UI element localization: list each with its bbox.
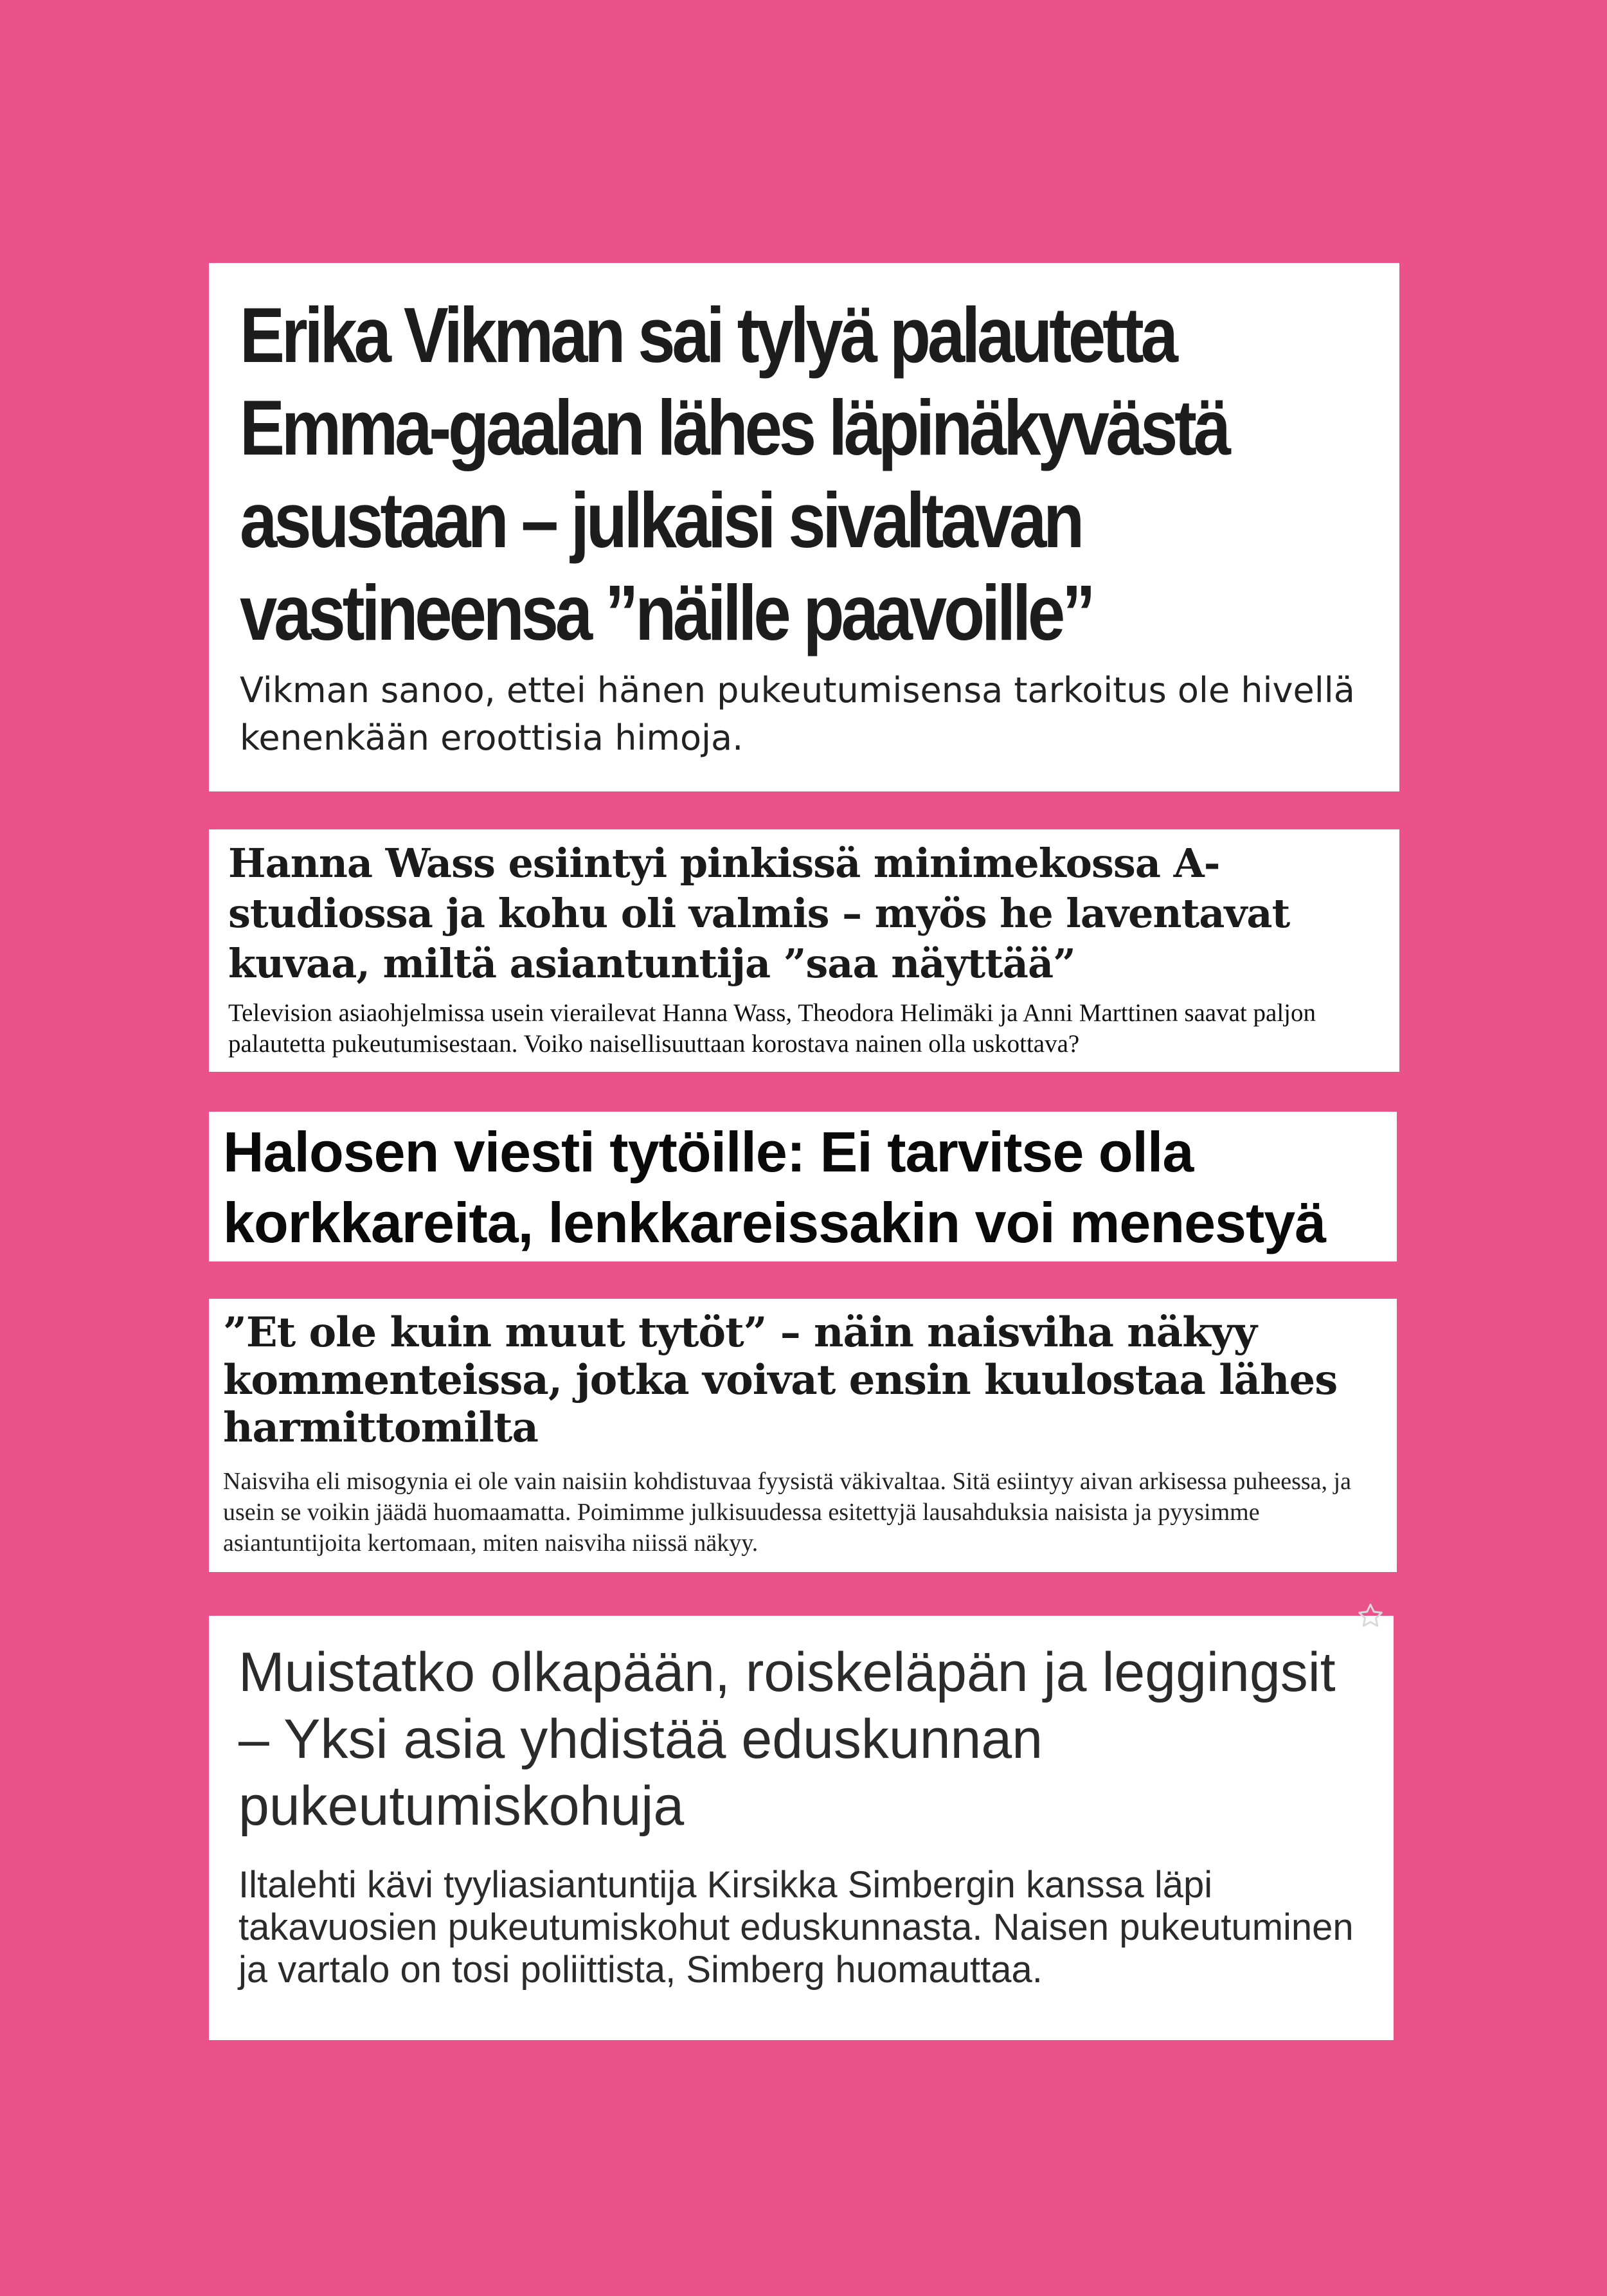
article-dek: Vikman sanoo, ettei hänen pukeutumisensa tarkoitus ole hivellä kenenkään eroottisia himoja. [240,670,1355,758]
article-card-hanna-wass[interactable] [209,829,1399,1072]
article-headline[interactable]: Erika Vikman sai tylyä palautetta Emma-gaalan lähes läpinäkyvästä asustaan – julkaisi sivaltavan vastineensa ”näille paavoille” [240,291,1228,656]
article-headline[interactable]: Muistatko olkapään, roiskeläpän ja leggingsit – Yksi asia yhdistää eduskunnan pukeutumiskohuja [238,1641,1336,1837]
article-headline[interactable]: ”Et ole kuin muut tytöt” – näin naisviha näkyy kommenteissa, jotka voivat ensin kuulostaa lähes harmittomilta [223,1308,1338,1452]
article-dek: Naisviha eli misogynia ei ole vain naisiin kohdistuvaa fyysistä väkivaltaa. Sitä esiintyy aivan arkisessa puheessa, ja usein se voikin jäädä huomaamatta. Poimimme julkisuudessa esitettyjä lausahduksia naisista ja pyysimme asiantuntijoita kertomaan, miten naisviha niissä näkyy. [223,1468,1351,1557]
article-card-eduskunta[interactable] [209,1616,1394,2040]
article-card-halonen[interactable] [209,1112,1397,1261]
article-card-erika-vikman[interactable] [209,263,1399,791]
article-dek: Television asiaohjelmissa usein vierailevat Hanna Wass, Theodora Helimäki ja Anni Marttinen saavat paljon palautetta pukeutumisestaan. Voiko naisellisuuttaan korostava nainen olla uskottava? [228,999,1316,1058]
article-headline[interactable]: Halosen viesti tytöille: Ei tarvitse olla korkkareita, lenkkareissakin voi menestyä [223,1120,1326,1254]
star-icon[interactable] [1356,1602,1385,1630]
article-dek: Iltalehti kävi tyyliasiantuntija Kirsikka Simbergin kanssa läpi takavuosien pukeutumiskohut eduskunnasta. Naisen pukeutuminen ja vartalo on tosi poliittista, Simberg huomauttaa. [238,1864,1354,1991]
article-headline[interactable]: Hanna Wass esiintyi pinkissä minimekossa A-studiossa ja kohu oli valmis – myös he laventavat kuvaa, miltä asiantuntija ”saa näyttää” [228,840,1290,987]
article-card-naisviha[interactable] [209,1299,1397,1572]
